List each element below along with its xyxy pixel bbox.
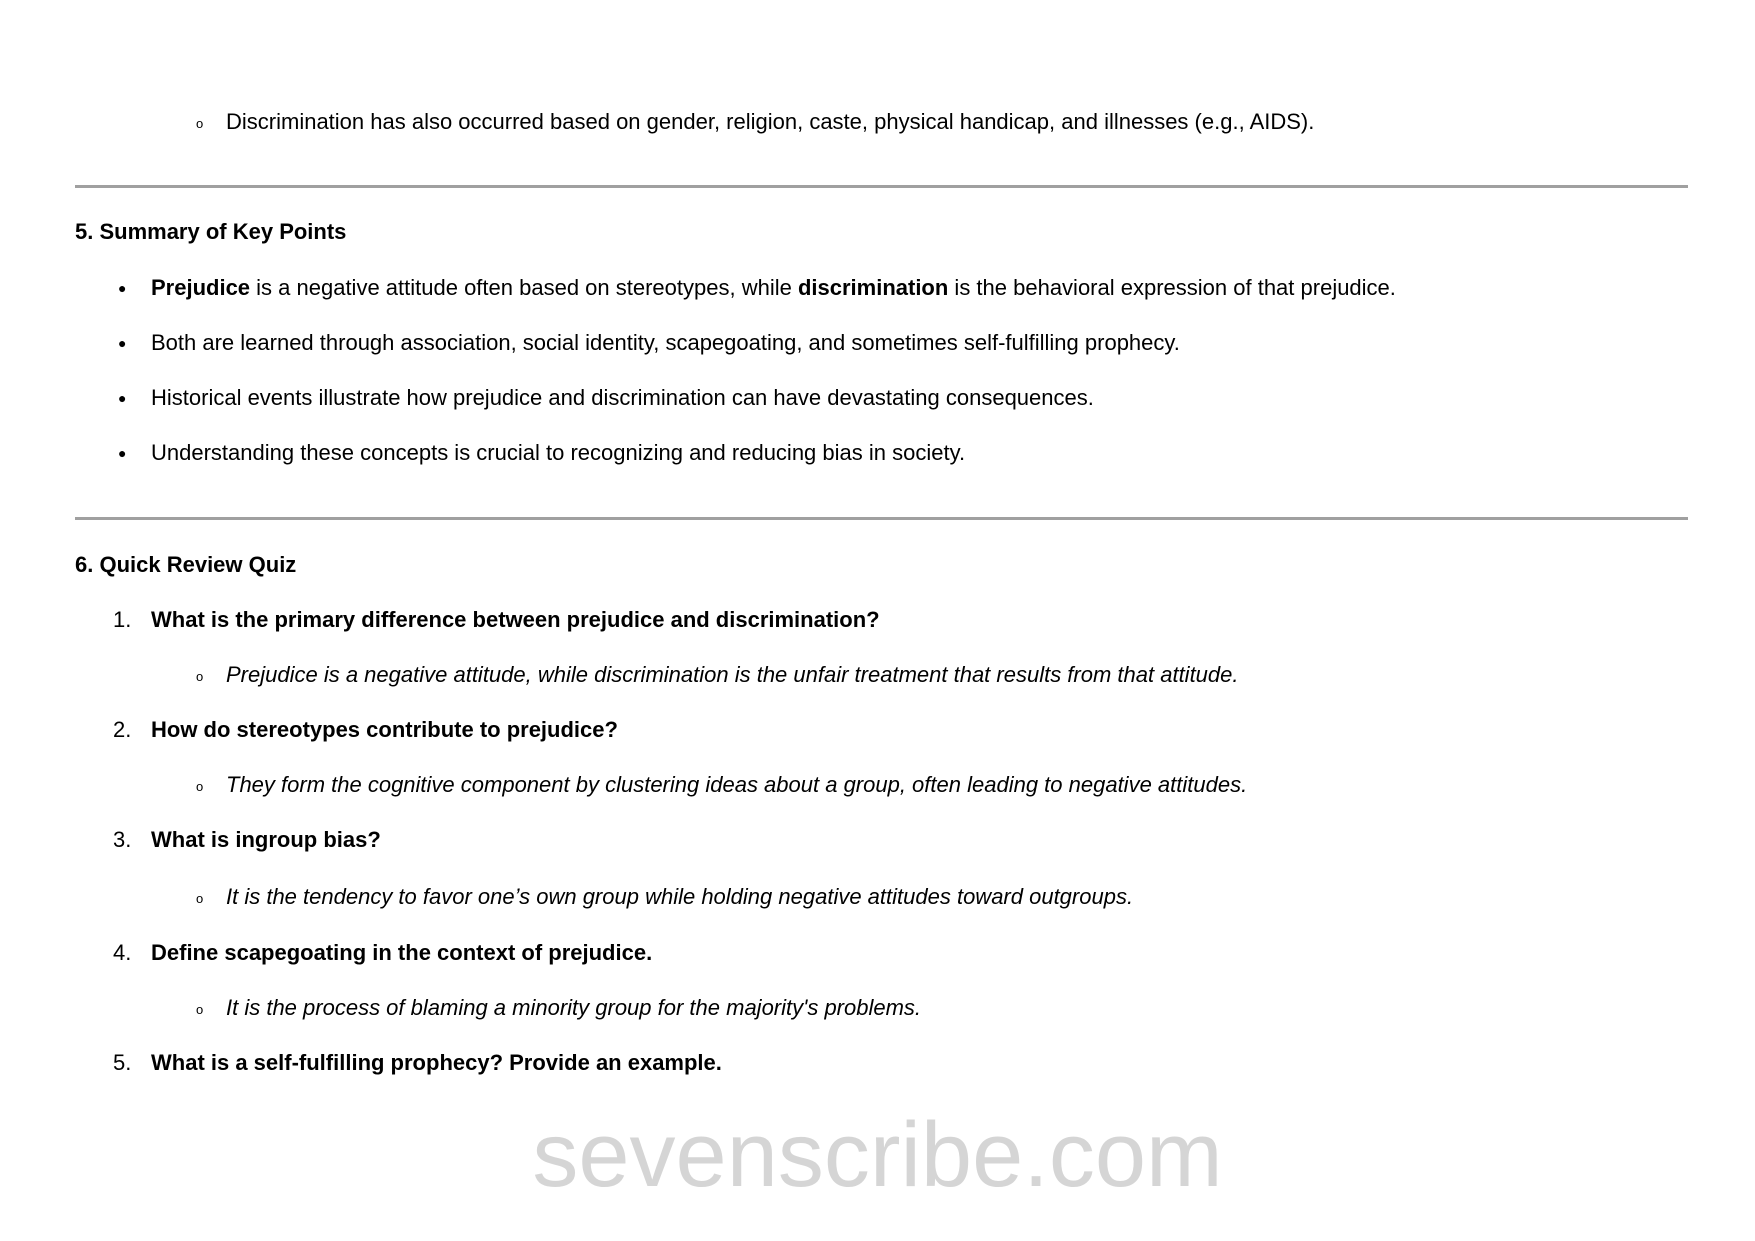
question-number: 3. — [113, 827, 132, 852]
bullet-icon: ● — [118, 280, 127, 296]
text: is a negative attitude often based on stereotypes, while — [250, 275, 798, 300]
question-number: 2. — [113, 717, 132, 742]
question-number: 5. — [113, 1050, 132, 1075]
divider — [75, 185, 1688, 188]
hollow-bullet-icon: o — [196, 779, 204, 794]
answer-text: Prejudice is a negative attitude, while discrimination is the unfair treatment that results from that attitude. — [226, 662, 1239, 687]
question-number: 4. — [113, 940, 132, 965]
answer-text: They form the cognitive component by clustering ideas about a group, often leading to negative attitudes. — [226, 772, 1248, 797]
sub-bullet-text: Discrimination has also occurred based on gender, religion, caste, physical handicap, and illnesses (e.g., AIDS). — [226, 109, 1315, 134]
question-text: What is ingroup bias? — [151, 827, 381, 852]
section-heading-quiz: 6. Quick Review Quiz — [75, 552, 297, 577]
text: is the behavioral expression of that prejudice. — [948, 275, 1396, 300]
hollow-bullet-icon: o — [196, 116, 204, 131]
answer-text: It is the tendency to favor one’s own group while holding negative attitudes toward outgroups. — [226, 884, 1134, 909]
bullet-icon: ● — [118, 390, 127, 406]
answer-text: It is the process of blaming a minority group for the majority's problems. — [226, 995, 922, 1020]
question-text: Define scapegoating in the context of prejudice. — [151, 940, 653, 965]
term-discrimination: discrimination — [797, 275, 949, 300]
question-text: What is a self-fulfilling prophecy? Provide an example. — [151, 1050, 722, 1075]
list-item-text — [151, 274, 1396, 302]
question-number: 1. — [113, 607, 132, 632]
hollow-bullet-icon: o — [196, 891, 204, 906]
question-text: How do stereotypes contribute to prejudice? — [151, 717, 618, 742]
divider — [75, 517, 1688, 520]
hollow-bullet-icon: o — [196, 1002, 204, 1017]
hollow-bullet-icon: o — [196, 669, 204, 684]
watermark: sevenscribe.com — [532, 1104, 1223, 1206]
bullet-icon: ● — [118, 335, 127, 351]
question-text: What is the primary difference between prejudice and discrimination? — [151, 607, 880, 632]
bullet-icon: ● — [118, 445, 127, 461]
term-prejudice: Prejudice — [151, 275, 251, 300]
section-heading-summary: 5. Summary of Key Points — [75, 219, 347, 244]
list-item-text: Historical events illustrate how prejudice and discrimination can have devastating consequences. — [151, 385, 1094, 410]
list-item-text: Understanding these concepts is crucial to recognizing and reducing bias in society. — [151, 440, 966, 465]
list-item-text: Both are learned through association, social identity, scapegoating, and sometimes self-fulfilling prophecy. — [151, 330, 1180, 355]
